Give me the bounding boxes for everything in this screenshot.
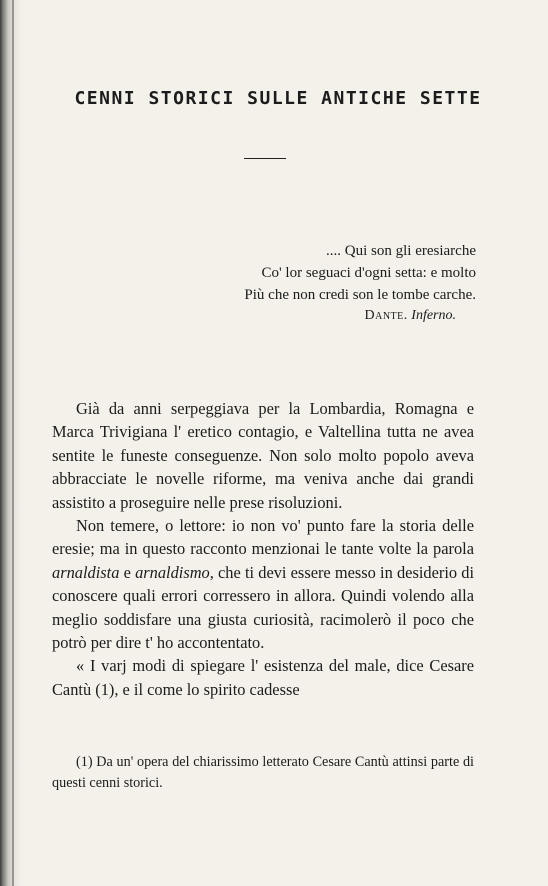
paragraph-2-text-b: e <box>119 562 136 582</box>
page-title: CENNI STORICI SULLE ANTICHE SETTE <box>74 88 482 109</box>
title-separator <box>244 158 286 159</box>
paragraph-1: Già da anni serpeggiava per la Lombardia, Romagna e Marca Trivigiana l' eretico contagio, e Valtellina tutta ne avea sentite le funeste conseguenze. Non solo molto popolo aveva abbracciate le novelle riforme, ma veniva anche dai grandi assistito a proseguire nelle prese risoluzioni. <box>52 399 474 512</box>
book-spine-shadow <box>0 0 22 886</box>
epigraph-work: Inferno. <box>411 308 456 323</box>
paragraph-2-text-a: Non temere, o lettore: io non vo' punto fare la storia delle eresie; ma in questo racconto menzionai le tante volte la parola <box>52 516 474 559</box>
term-arnaldista: arnaldista <box>52 562 120 582</box>
epigraph-line: .... Qui son gli eresiarche <box>326 243 476 259</box>
epigraph-author: Dante. <box>364 308 408 323</box>
paragraph-2 <box>52 514 474 654</box>
epigraph-line: Co' lor seguaci d'ogni setta: e molto <box>261 265 476 281</box>
binding-edge <box>12 0 14 886</box>
footnote <box>52 752 474 794</box>
paragraph-3: « I varj modi di spiegare l' esistenza del male, dice Cesare Cantù (1), e il come lo spirito cadesse <box>52 656 474 699</box>
epigraph <box>150 240 476 306</box>
footnote-text: (1) Da un' opera del chiarissimo letterato Cesare Cantù attinsi parte di questi cenni storici. <box>52 754 474 791</box>
epigraph-attribution <box>365 308 457 324</box>
epigraph-line: Più che non credi son le tombe carche. <box>244 287 476 303</box>
main-text <box>52 397 474 701</box>
term-arnaldismo: arnaldismo <box>135 562 210 582</box>
paragraph-2-text-c: , che ti devi essere messo in desiderio di conoscere quali errori corressero in allora. Quindi volendo alla meglio soddisfare una giusta curiosità, racimolerò il poco che potrò per dire t' ho accontentato. <box>52 562 474 653</box>
